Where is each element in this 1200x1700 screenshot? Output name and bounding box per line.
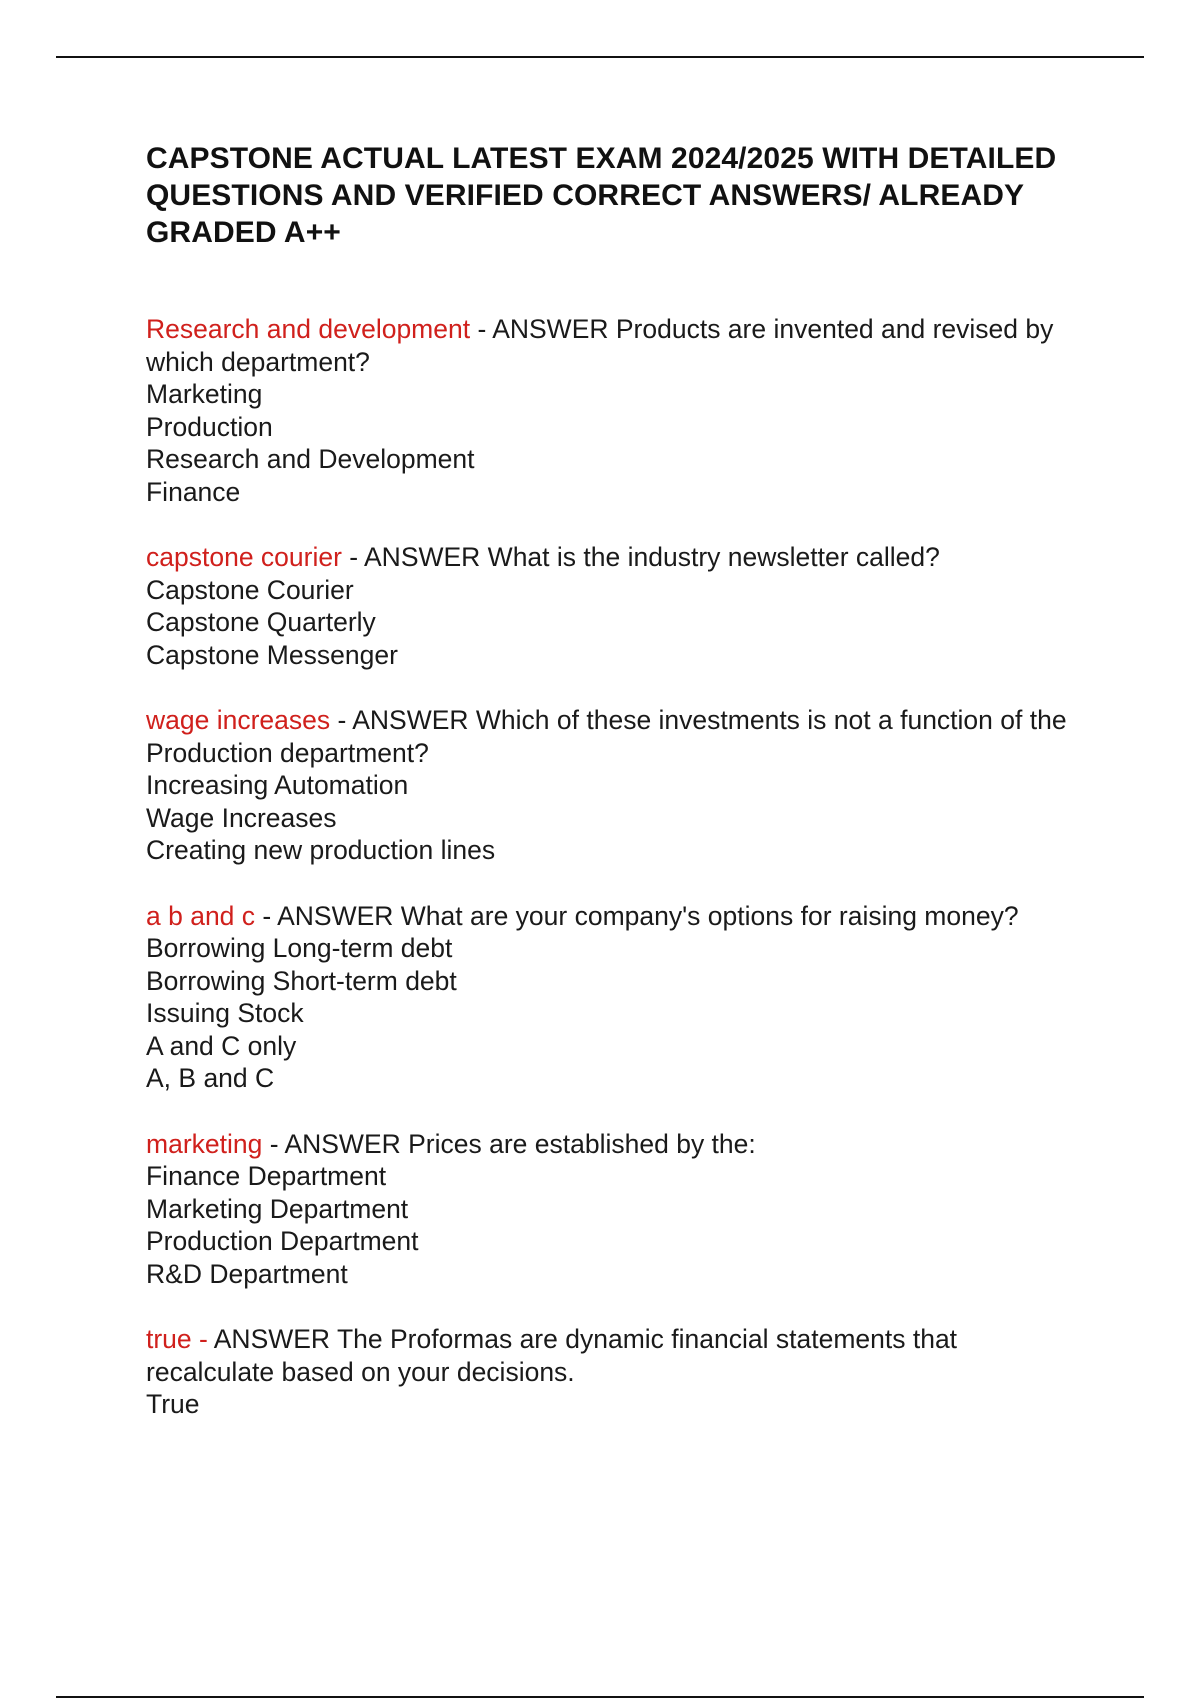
qa-item	[146, 541, 1086, 671]
qa-item	[146, 313, 1086, 508]
qa-item	[146, 1128, 1086, 1291]
qa-item	[146, 704, 1086, 867]
qa-option: Borrowing Long-term debt	[146, 933, 453, 963]
qa-option: Finance Department	[146, 1161, 387, 1191]
qa-option: Finance	[146, 476, 241, 507]
qa-option: True	[146, 1389, 200, 1419]
qa-answer: a b and c	[146, 900, 256, 931]
qa-answer: true	[146, 1324, 192, 1354]
qa-answer: capstone courier	[146, 542, 342, 572]
qa-question	[146, 900, 1086, 933]
qa-option: Capstone Messenger	[146, 639, 398, 670]
qa-option: Marketing Department	[146, 1193, 409, 1224]
qa-prompt: - ANSWER Which of these investments is not a function of the Production department?	[146, 705, 1067, 768]
qa-option: Borrowing Short-term debt	[146, 965, 457, 996]
qa-question	[146, 541, 1086, 574]
qa-question	[146, 313, 1086, 378]
qa-option: A, B and C	[146, 1063, 275, 1093]
qa-prompt: - ANSWER Prices are established by the:	[262, 1128, 756, 1159]
qa-question	[146, 704, 1086, 769]
qa-prompt: - ANSWER Products are invented and revised by which department?	[146, 314, 1054, 377]
qa-option: Research and Development	[146, 444, 475, 474]
qa-option: Capstone Courier	[146, 574, 354, 605]
qa-option: Capstone Quarterly	[146, 607, 376, 637]
qa-prompt: - ANSWER What is the industry newsletter called?	[341, 542, 940, 572]
qa-prompt: - ANSWER What are your company's options for raising money?	[255, 900, 1019, 931]
qa-list	[146, 313, 1086, 1421]
qa-answer: wage increases	[146, 705, 331, 735]
qa-option: Wage Increases	[146, 802, 337, 833]
document-title: CAPSTONE ACTUAL LATEST EXAM 2024/2025 WITH DETAILED QUESTIONS AND VERIFIED CORRECT ANSWERS/ ALREADY GRADED A++	[146, 142, 1057, 249]
qa-option: Production	[146, 411, 273, 442]
qa-question	[146, 1323, 1086, 1388]
qa-option: Issuing Stock	[146, 998, 304, 1028]
header-rule	[56, 56, 1144, 58]
qa-option: Creating new production lines	[146, 835, 496, 865]
qa-option: R&D Department	[146, 1258, 348, 1289]
qa-answer: marketing	[146, 1128, 263, 1159]
qa-option: A and C only	[146, 1030, 297, 1061]
page-content	[146, 140, 1086, 1454]
qa-item	[146, 900, 1086, 1095]
qa-option: Marketing	[146, 379, 263, 409]
qa-answer: Research and development	[146, 314, 471, 344]
qa-item	[146, 1323, 1086, 1421]
qa-question	[146, 1128, 1086, 1161]
qa-prompt: ANSWER The Proformas are dynamic financial statements that recalculate based on your decisions.	[146, 1324, 958, 1387]
qa-answer-dash: -	[191, 1324, 208, 1354]
footer-rule	[56, 1696, 1144, 1698]
qa-option: Production Department	[146, 1226, 419, 1256]
qa-option: Increasing Automation	[146, 770, 409, 800]
